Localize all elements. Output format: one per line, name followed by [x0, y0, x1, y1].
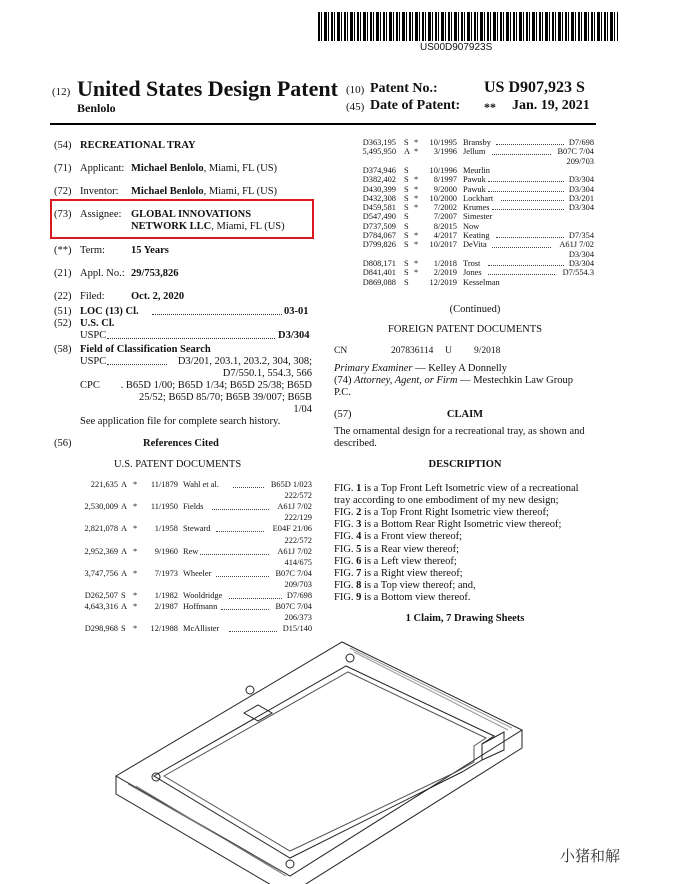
ref-class: E04F 21/06	[272, 524, 312, 534]
ref-name: Bransby	[463, 138, 491, 147]
ref-number: D841,401	[362, 268, 396, 278]
loc-value: 03-01	[284, 306, 309, 317]
ref-date: 2/1987	[154, 602, 178, 612]
ref-date: 11/1950	[150, 502, 178, 512]
foreign-date: 9/2018	[474, 346, 501, 356]
ref-star: *	[133, 624, 138, 634]
ref-number: D382,402	[362, 175, 396, 185]
leader-dots	[216, 568, 268, 577]
references-cited-heading: References Cited	[143, 438, 219, 449]
ref-star: *	[414, 147, 419, 157]
ref-name: Krumes	[463, 203, 490, 213]
ref-class: D7/698	[286, 591, 312, 600]
applicant: Michael Benlolo, Miami, FL (US)	[131, 163, 278, 174]
ref-class-secondary: 209/703	[566, 156, 594, 166]
code-52: (52)	[54, 318, 72, 329]
inventor-surname: Benlolo	[77, 101, 116, 115]
tray-drawing	[110, 636, 530, 884]
ref-class-secondary: 222/572	[284, 535, 312, 545]
ref-star: *	[133, 502, 138, 512]
term-value: 15 Years	[131, 245, 169, 256]
ref-class: D3/304	[568, 203, 594, 213]
ref-number: D547,490	[362, 212, 396, 222]
ref-name: Fields	[183, 502, 204, 512]
ref-star: *	[133, 480, 138, 489]
ref-number: D363,195	[362, 138, 396, 147]
ref-name: Trost	[463, 258, 481, 268]
ref-star: *	[414, 231, 419, 240]
tray-recess-wall	[164, 672, 486, 851]
barcode-number: US00D907923S	[420, 42, 493, 53]
code-57: (57)	[334, 409, 352, 420]
ref-number: 2,952,369	[84, 546, 118, 556]
search-cpc-label: CPC	[80, 380, 100, 391]
ref-date: 12/2019	[429, 277, 457, 287]
search-uspc-line2: D7/550.1, 554.3, 566	[222, 368, 312, 379]
figure-description-line: FIG. 1 is a Top Front Left Isometric view of a recreational	[334, 483, 579, 494]
ref-name: Pawuk	[463, 175, 486, 185]
leader-dots	[216, 523, 264, 532]
leader-dots	[492, 147, 550, 154]
ref-class: B07C 7/04	[557, 147, 594, 157]
figure-description-line: FIG. 5 is a Rear view thereof;	[334, 543, 460, 555]
ref-number: D784,067	[362, 231, 396, 240]
ref-number: D430,399	[362, 184, 396, 194]
appl-no-label: Appl. No.:	[80, 268, 125, 279]
date-of-patent: Jan. 19, 2021	[512, 98, 590, 113]
figure-description-line: FIG. 4 is a Front view thereof;	[334, 531, 463, 543]
ref-star: *	[414, 184, 419, 194]
ref-name: Meurlin	[463, 165, 490, 175]
ref-star: *	[133, 591, 138, 600]
filed-label: Filed:	[80, 291, 105, 302]
ref-number: D737,509	[362, 221, 396, 231]
figure-description-line: tray according to one embodiment of my new design;	[334, 495, 559, 507]
ref-date: 1/1982	[154, 591, 178, 600]
ref-number: D262,507	[84, 591, 118, 600]
ref-date: 9/1960	[154, 546, 178, 556]
leader-dots	[233, 479, 264, 488]
ref-class-secondary: 209/703	[284, 579, 312, 589]
ref-date: 8/1997	[433, 175, 457, 185]
ref-kind: S	[404, 138, 409, 147]
ref-star: *	[414, 258, 419, 268]
code-72: (72)	[54, 186, 72, 197]
ref-name: Lockhart	[463, 193, 494, 203]
us-cl-label: U.S. Cl.	[80, 318, 115, 329]
claim-text-line2: described.	[334, 438, 377, 449]
ref-class: B07C 7/04	[275, 568, 312, 578]
figure-description-line: FIG. 6 is a Left view thereof;	[334, 555, 457, 567]
ref-number: D459,581	[362, 203, 396, 213]
ref-star: *	[414, 268, 419, 278]
ref-date: 7/2002	[433, 203, 457, 213]
leader-dots	[488, 175, 564, 182]
ref-kind: A	[121, 502, 128, 512]
ref-star: *	[133, 524, 138, 534]
ref-kind: S	[404, 165, 409, 175]
code-21: (21)	[54, 268, 72, 279]
ref-class-secondary: 414/675	[284, 557, 312, 567]
ref-kind: A	[121, 480, 128, 489]
ref-kind: S	[404, 268, 409, 278]
ref-date: 1/1958	[154, 524, 178, 534]
tray-hole	[346, 654, 354, 662]
assignee-name-line2: NETWORK LLC, Miami, FL (US)	[131, 221, 285, 232]
barcode	[318, 12, 618, 41]
ref-date: 8/2015	[433, 221, 457, 231]
ref-class-secondary: 206/373	[284, 613, 312, 623]
ref-kind: S	[404, 175, 409, 185]
ref-class: A61J 7/02	[277, 502, 312, 512]
ref-name: DeVita	[463, 240, 487, 250]
attorney-line2: P.C.	[334, 387, 351, 398]
assignee-name-line1: GLOBAL INNOVATIONS	[131, 209, 252, 220]
ref-star: *	[414, 240, 419, 250]
leader-dots	[488, 268, 555, 275]
ref-class: D7/698	[568, 138, 594, 147]
foreign-docs-heading: FOREIGN PATENT DOCUMENTS	[387, 324, 543, 335]
ref-number: D799,826	[362, 240, 396, 250]
ref-kind: S	[404, 231, 409, 240]
ref-class: A61J 7/02	[277, 546, 312, 556]
ref-class: D3/304	[568, 258, 594, 268]
ref-kind: S	[404, 221, 409, 231]
ref-date: 11/1879	[150, 480, 178, 489]
primary-examiner: Primary Examiner — Kelley A Donnelly	[334, 363, 507, 374]
patent-number: US D907,923 S	[484, 79, 585, 96]
leader-dots	[212, 501, 268, 510]
leader-dots	[200, 546, 269, 555]
ref-class: B65D 1/023	[270, 480, 312, 489]
claim-heading: CLAIM	[446, 409, 484, 420]
tray-top-outline	[116, 642, 522, 876]
ref-number: 2,530,009	[84, 502, 118, 512]
term-label: Term:	[80, 245, 105, 256]
ref-number: 4,643,316	[84, 602, 118, 612]
ref-kind: A	[121, 602, 128, 612]
ref-class: D3/201	[568, 193, 594, 203]
ref-kind: S	[121, 624, 126, 634]
ref-name: Wheeler	[183, 568, 212, 578]
ref-star: *	[414, 193, 419, 203]
ref-number: D298,968	[84, 624, 118, 634]
leader-dots	[221, 601, 269, 610]
foreign-number: 207836114	[391, 346, 434, 356]
search-cpc-line3: 1/04	[293, 404, 312, 415]
code-54: (54)	[54, 140, 72, 151]
ref-star: *	[133, 568, 138, 578]
ref-class: B07C 7/04	[275, 602, 312, 612]
ref-date: 1/2018	[433, 258, 457, 268]
leader-dots	[488, 185, 564, 192]
ref-kind: A	[121, 568, 128, 578]
tray-shading	[350, 648, 512, 730]
appl-no: 29/753,826	[131, 268, 179, 279]
leader-dots	[492, 203, 564, 210]
ref-kind: S	[404, 203, 409, 213]
leader-dots	[107, 332, 275, 339]
ref-date: 3/1996	[433, 147, 457, 157]
ref-name: Jellum	[463, 147, 486, 157]
ref-class: D7/354	[568, 231, 594, 240]
ref-number: D808,171	[362, 258, 396, 268]
patent-number-label: Patent No.:	[370, 81, 438, 96]
ref-kind: A	[404, 147, 411, 157]
ref-date: 10/2000	[429, 193, 457, 203]
inventor: Michael Benlolo, Miami, FL (US)	[131, 186, 278, 197]
ref-kind: S	[404, 193, 409, 203]
ref-name: Hoffmann	[183, 602, 218, 612]
figure-description-line: FIG. 7 is a Right view thereof;	[334, 567, 463, 579]
figure-description-line: FIG. 2 is a Top Front Right Isometric view thereof;	[334, 507, 549, 519]
ref-name: Steward	[183, 524, 211, 534]
foreign-cc: CN	[334, 346, 348, 356]
ref-name: Kesselman	[463, 277, 500, 287]
tray-hole	[286, 860, 294, 868]
ref-name: McAllister	[183, 624, 220, 634]
continued-note: (Continued)	[449, 304, 501, 315]
ref-kind: S	[404, 184, 409, 194]
code-term: (**)	[54, 245, 72, 256]
tray-shading	[128, 784, 286, 876]
figure-description-line: FIG. 8 is a Top view thereof; and,	[334, 579, 476, 591]
ref-number: 5,495,950	[362, 147, 396, 157]
tray-inner-recess	[154, 666, 494, 858]
ref-star: *	[414, 175, 419, 185]
ref-kind: S	[404, 277, 409, 287]
ref-class: A61J 7/02	[559, 240, 594, 250]
search-cpc-line1: . B65D 1/00; B65D 1/34; B65D 25/38; B65D	[120, 380, 312, 391]
ref-kind: S	[121, 591, 126, 600]
inventor-label: Inventor:	[80, 186, 119, 197]
leader-dots	[229, 590, 282, 599]
ref-date: 10/1995	[429, 138, 457, 147]
ref-class-secondary: 222/129	[284, 513, 312, 523]
ref-number: 2,821,078	[84, 524, 118, 534]
search-uspc-line1: D3/201, 203.1, 203.2, 304, 308;	[177, 356, 312, 367]
ref-date: 10/2017	[429, 240, 457, 250]
code-51: (51)	[54, 306, 72, 317]
ref-number: D869,088	[362, 277, 396, 287]
ref-name: Wahl et al.	[183, 480, 219, 489]
search-cpc-line2: 25/52; B65D 85/70; B65B 39/007; B65B	[139, 392, 312, 403]
search-history-note: See application file for complete search history.	[80, 416, 281, 427]
claim-text-line1: The ornamental design for a recreational tray, as shown and	[334, 426, 585, 437]
leader-dots	[496, 138, 563, 145]
leader-dots	[501, 194, 564, 201]
ref-kind: S	[404, 240, 409, 250]
ref-kind: S	[404, 212, 409, 222]
kind-code-12: (12)	[52, 86, 71, 98]
design-title: RECREATIONAL TRAY	[80, 140, 196, 151]
ref-name: Keating	[463, 231, 490, 240]
description-heading: DESCRIPTION	[428, 459, 502, 470]
foreign-kind: U	[445, 346, 452, 356]
leader-dots	[492, 240, 550, 247]
ref-date: 2/2019	[433, 268, 457, 278]
watermark-text: 小猪和解	[560, 847, 621, 865]
ref-number: 221,635	[90, 480, 118, 489]
ref-name: Simester	[463, 212, 493, 222]
ref-star: *	[133, 602, 138, 612]
ref-date: 4/2017	[433, 231, 457, 240]
attorney: (74) Attorney, Agent, or Firm — Mestechkin Law Group	[334, 375, 573, 386]
ref-name: Wooldridge	[183, 591, 223, 600]
field-of-search-label: Field of Classification Search	[80, 344, 211, 355]
ref-kind: A	[121, 546, 128, 556]
ref-name: Rew	[183, 546, 199, 556]
ref-star: *	[414, 138, 419, 147]
loc-label: LOC (13) Cl.	[80, 306, 139, 317]
uspc-label: USPC	[80, 330, 107, 341]
figure-description-line: FIG. 3 is a Bottom Rear Right Isometric view thereof;	[334, 519, 562, 531]
tray-right-side	[290, 730, 522, 884]
ref-star: *	[414, 203, 419, 213]
code-58: (58)	[54, 344, 72, 355]
filed-date: Oct. 2, 2020	[131, 291, 185, 302]
date-of-patent-label: Date of Patent:	[370, 98, 461, 113]
ref-class: D3/304	[568, 175, 594, 185]
code-22: (22)	[54, 291, 72, 302]
ref-number: 3,747,756	[84, 568, 118, 578]
ref-date: 7/2007	[433, 212, 457, 222]
ref-kind: A	[121, 524, 128, 534]
claims-summary: 1 Claim, 7 Drawing Sheets	[405, 613, 525, 624]
ref-date: 10/1996	[429, 165, 457, 175]
ref-name: Now	[463, 221, 480, 231]
ref-number: D432,308	[362, 193, 396, 203]
ref-class: D3/304	[568, 184, 594, 194]
leader-dots	[152, 308, 282, 315]
applicant-label: Applicant:	[80, 163, 125, 174]
ref-class-secondary: 222/572	[284, 491, 312, 501]
date-asterisks: **	[484, 100, 496, 114]
ref-date: 9/2000	[433, 184, 457, 194]
ref-class: D7/554.3	[562, 268, 594, 278]
ref-number: D374,946	[362, 165, 396, 175]
ref-star: *	[133, 546, 138, 556]
assignee-label: Assignee:	[80, 209, 122, 220]
tray-diamond-emboss	[244, 705, 272, 721]
ref-name: Pawuk	[463, 184, 486, 194]
leader-dots	[496, 231, 563, 238]
leader-dots	[488, 259, 564, 266]
code-45: (45)	[346, 101, 365, 113]
uspc-value: D3/304	[278, 330, 310, 341]
ref-date: 7/1973	[154, 568, 178, 578]
figure-description-line: FIG. 9 is a Bottom view thereof.	[334, 591, 471, 603]
header-rule	[50, 123, 596, 125]
ref-class-secondary: D3/304	[568, 249, 594, 259]
us-patent-documents-heading: U.S. PATENT DOCUMENTS	[114, 459, 242, 470]
ref-date: 12/1988	[150, 624, 178, 634]
ref-name: Jones	[463, 268, 482, 278]
ref-class: D15/140	[282, 624, 312, 634]
code-10: (10)	[346, 84, 365, 96]
code-73: (73)	[54, 209, 72, 220]
tray-hole	[246, 686, 254, 694]
ref-kind: S	[404, 258, 409, 268]
code-71: (71)	[54, 163, 72, 174]
leader-dots	[229, 623, 277, 632]
patent-document-title: United States Design Patent	[77, 76, 338, 101]
code-56: (56)	[54, 438, 72, 449]
search-uspc-label: USPC	[80, 356, 107, 367]
